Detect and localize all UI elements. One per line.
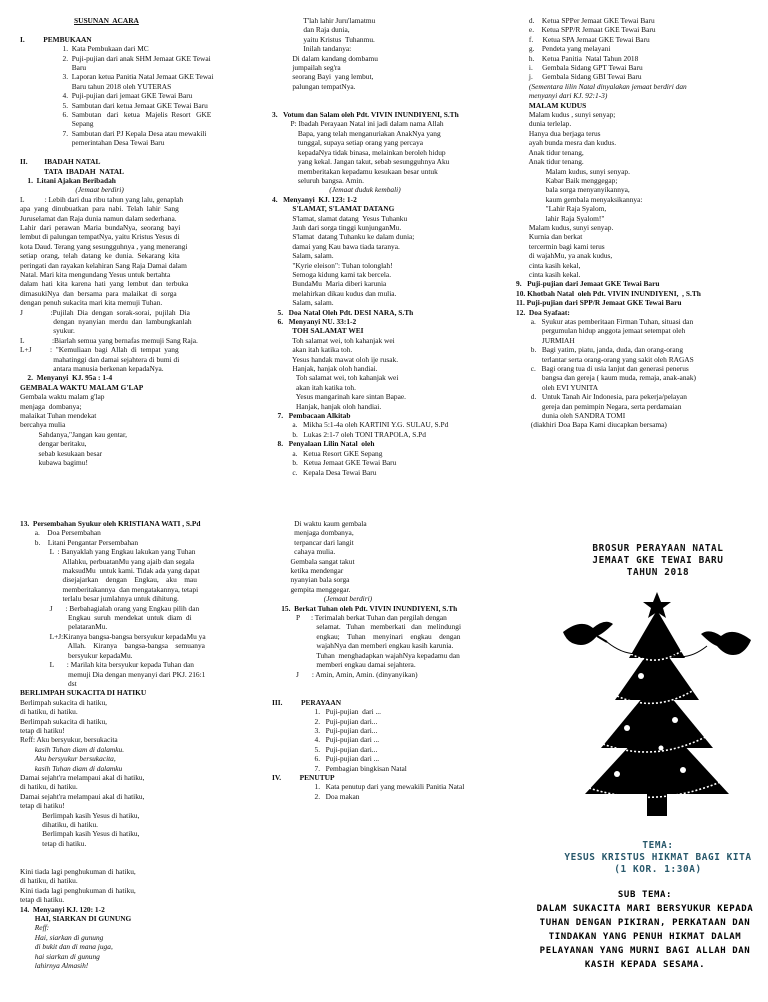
col2-top-line: 6. Menyanyi NU. 33:1-2 [272, 317, 357, 326]
col2-top-line [272, 91, 512, 100]
col3-top-line: Hanya dua berjaga terus [516, 128, 601, 138]
col2-top-line: Salam, salam. [272, 251, 334, 261]
col2-top-line: S'lamat datang Tuhanku ke dalam dunia; [272, 232, 415, 242]
col1-bot-line: Kini tiada lagi penghukuman di hatiku, [20, 885, 136, 895]
col1-bot-line: di bukit dan di mana juga, [20, 942, 113, 952]
col1-bot-line: Allah. Kiranya bangsa-bangsa semuanya [20, 641, 205, 651]
col2-bot-line [272, 688, 512, 697]
col2-bot-line: Gembala sangat takut [272, 556, 355, 566]
col1-bot-line: Engkau suruh mendekat untuk diam di [20, 613, 192, 623]
col2-top-line: P: Ibadah Perayaan Natal ini jadi dalam nama Allah [272, 119, 444, 129]
col2-top-line: melahirkan dikau kudus dan mulia. [272, 288, 397, 298]
col2-bot-line: Tuhan menghadapkan wajahNya kepadamu dan [272, 650, 460, 660]
col2-top-line: b. Ketua Jemaat GKE Tewai Baru [272, 458, 397, 468]
tema-label: TEMA: [642, 840, 674, 851]
col1-top-line: Juruselamat dan Raja dunia namun dalam sederhana. [20, 213, 177, 223]
col2-bot-line: 15. Berkat Tuhan oleh Pdt. VIVIN INUNDIYENI, S.Th [272, 603, 458, 613]
col3-top-line: terlantar serta orang-orang yang sakit oleh RAGAS [516, 354, 694, 364]
col2-top-line: akan itah katika toh. [272, 345, 353, 355]
col2-top-line: (Jemaat duduk kembali) [272, 185, 401, 195]
col1-top-line: 2. Puji-pujian dari anak SHM Jemaat GKE Tewai [20, 53, 211, 63]
col2-bot-line: menjaga dombanya, [272, 528, 354, 538]
col2-top-line: 7. Pembacaan Alkitab [272, 411, 351, 421]
col1-bot-line: bersyukur kepadaMu. [20, 650, 133, 660]
col1-bot-line: 14. Menyanyi KJ. 120: 1-2 [20, 904, 105, 914]
col1-bot-line: Reff: [20, 923, 50, 933]
col1-bot-line: lahirnya Almasih! [20, 961, 89, 971]
col2-top-line: seluruh bangsa. Amin. [272, 175, 364, 185]
col2-bot-line: (Jemaat berdiri) [272, 594, 373, 604]
col2-top-line: tunggal, supaya setiap orang yang percaya [272, 138, 424, 148]
col2-top-line: yaitu Kristus Tuhanmu. [272, 34, 375, 44]
col1-top-line: sebab kesukaan besar [20, 448, 103, 458]
col2-bot-line: gempita menggegar. [272, 584, 351, 594]
col2-top-line: Jauh dari sorga tinggi kunjunganMu. [272, 222, 402, 232]
col3-top-panel [516, 16, 756, 430]
col2-top-line: palungan tempatNya. [272, 81, 356, 91]
col3-top-line: bangsa dan gereja ( kaum muda, remaja, anak-anak) [516, 373, 696, 383]
col2-bot-line: 2. Doa makan [272, 791, 360, 801]
col3-top-line: 11. Puji-pujian dari SPP/R Jemaat GKE Tewai Baru [516, 298, 682, 308]
col2-bot-line: IV. PENUTUP [272, 772, 335, 782]
col3-top-line: 10. Khotbah Natal oleh Pdt. VIVIN INUNDIYENI, , S.Th [516, 288, 701, 298]
col2-top-line: a. Ketua Resort GKE Sepang [272, 448, 383, 458]
col1-top-line: 7. Sambutan dari PJ Kepala Desa atau mewakili [20, 128, 207, 138]
col3-top-line: lahir Raja Syalom!" [516, 213, 605, 223]
col1-top-line: 4. Puji-pujian dari jemaat GKE Tewai Baru [20, 91, 193, 101]
col3-top-line: Kurnia dan berkat [516, 232, 583, 242]
col2-top-line: S'lamat, slamat datang Yesus Tuhanku [272, 213, 408, 223]
col3-top-line: dunia oleh SANDRA TOMI [516, 411, 626, 421]
col2-top-line [272, 101, 512, 110]
col2-top-line: c. Kepala Desa Tewai Baru [272, 467, 377, 477]
col1-top-line: Baru tahun 2018 oleh YUTERAS [20, 81, 172, 91]
col2-bot-line: 4. Puji-pujian dari ... [272, 735, 380, 745]
col1-top-line: J :Pujilah Dia dengan sorak-sorai, pujilah Dia [20, 307, 190, 317]
col1-top-line: Sepang [20, 119, 94, 129]
col1-top-line: kubawa bagimu! [20, 458, 88, 468]
col2-top-line: Semoga kidung kami tak bercela. [272, 269, 392, 279]
cover-subtema [522, 888, 768, 972]
col2-top-line: akan itah katika toh. [272, 382, 356, 392]
col2-top-line: S'LAMAT, S'LAMAT DATANG [272, 204, 395, 214]
col1-top-line: dalam hati kita karena hati yang lembut dan terbuka [20, 279, 189, 289]
christmas-tree-with-doves-icon [557, 588, 757, 828]
col1-top-line [20, 148, 256, 157]
subtema-line-2: TUHAN DENGAN PIKIRAN, PERKATAAN DAN [539, 918, 751, 928]
col1-bot-line: kasih Tuhan diam di dalamku. [20, 744, 125, 754]
col1-top-line: Sahdanya,"Jangan kau gentar, [20, 429, 127, 439]
col3-top-line: pergumulan hidup anggota jemaat setempat oleh [516, 326, 686, 336]
col1-top-line: L+J : "Kemuliaan bagi Allah di tempat yang [20, 345, 179, 355]
col2-top-line: Hanjak, hanjak oloh handiai. [272, 364, 378, 374]
col1-bot-line: Reff: Aku bersyukur, bersukacita [20, 735, 118, 745]
col3-top-line: h. Ketua Panitia Natal Tahun 2018 [516, 53, 639, 63]
col1-bot-line: J : Berbahagialah orang yang Engkau pilih dan [20, 603, 200, 613]
col1-bot-line [20, 858, 270, 867]
col1-bot-line: disejajarkan dengan Engkau, aku mau [20, 575, 197, 585]
col3-top-line: bala sorga menyanyikannya, [516, 185, 630, 195]
subtema-label: SUB TEMA: [617, 890, 673, 900]
col1-top-line: lembut di palungan tempatNya, yaitu Kristus Yesus di [20, 232, 180, 242]
col2-bot-line: 3. Puji-pujian dari... [272, 725, 378, 735]
subtema-line-3: TINDAKAN YANG PENUH HIKMAT DALAM [548, 932, 742, 942]
col1-top-line: bercahya mulia [20, 420, 66, 430]
col1-bot-line: pelataranMu. [20, 622, 108, 632]
col1-top-line: L : Lebih dari dua ribu tahun yang lalu, genaplah [20, 194, 184, 204]
col1-top-line: dengar beritaku, [20, 439, 87, 449]
col2-bot-line: 6. Puji-pujian dari ... [272, 754, 380, 764]
col1-top-line: (Jemaat berdiri) [20, 185, 124, 195]
col3-top-line: ayah bunda mesra dan kudus. [516, 138, 617, 148]
col2-bot-line: terpancar dari langit [272, 537, 354, 547]
subtema-line-1: DALAM SUKACITA MARI BERSYUKUR KEPADA [536, 904, 754, 914]
col2-bot-line: 1. Kata penutup dari yang mewakili Panitia Natal [272, 782, 465, 792]
col2-top-line: Bapa, yang telah menganuriakan AnakNya yang [272, 128, 441, 138]
col2-bot-line: 2. Puji-pujian dari... [272, 716, 378, 726]
col1-bot-line: dihatiku, di hatiku. [20, 820, 99, 829]
col1-bot-line: di hatiku, di hatiku. [20, 782, 78, 792]
col3-top-line: d. Ketua SPPer Jemaat GKE Tewai Baru [516, 16, 655, 25]
col1-top-line: Baru [20, 63, 87, 73]
col3-top-line: 12. Doa Syafaat: [516, 307, 570, 317]
subtema-line-4: PELAYANAN YANG MURNI BAGI ALLAH DAN [539, 946, 751, 956]
col1-bot-line: Damai sejaht'ra melampaui akal di hatiku, [20, 791, 145, 801]
cover-title [548, 543, 768, 579]
col1-bot-line: Allahku, perbuatanMu yang ajaib dan segala [20, 556, 195, 566]
col1-bot-line: 13. Persembahan Syukur oleh KRISTIANA WATI , S.Pd [20, 519, 201, 528]
col2-top-line: Toh salamat wei, toh kahanjak wei [272, 335, 395, 345]
col1-bot-line: tetap di hatiku! [20, 725, 65, 735]
col3-top-line: d. Untuk Tanah Air Indonesia, para pekerja/pelayan [516, 392, 687, 402]
col3-top-line: cinta kasih kekal, [516, 260, 581, 270]
col1-bot-line: HAI, SIARKAN DI GUNUNG [20, 914, 132, 924]
col1-bot-line: di hatiku, di hatiku. [20, 707, 78, 717]
col2-bot-line: ketika mendengar [272, 566, 344, 576]
col2-top-line: 8. Penyalaan Lilin Natal oleh [272, 439, 375, 449]
col1-top-line: mahatinggi dan damai sejahtera di bumi di [20, 354, 180, 364]
col3-top-line: Kabar Baik menggegap; [516, 175, 618, 185]
col2-bot-line: 7. Pembagian bingkisan Natal [272, 763, 407, 773]
col1-top-line: 3. Laporan ketua Panitia Natal Jemaat GKE Tewai [20, 72, 214, 82]
col1-bot-line: Hai, siarkan di gunung [20, 932, 104, 942]
col1-top-line: I. PEMBUKAAN [20, 34, 92, 44]
col1-top-line: Lahir dari perawan Maria bundaNya, seorang bayi [20, 222, 181, 232]
col2-top-line: 4. Menyanyi KJ. 123: 1-2 [272, 194, 357, 204]
col3-top-line: Malam kudus , sunyi senyap; [516, 110, 616, 120]
col3-top-line: tercermin bagi kami terus [516, 241, 605, 251]
col3-top-line: (diakhiri Doa Bapa Kami diucapkan bersama) [516, 420, 667, 430]
col2-top-line: seorang Bayi yang lembut, [272, 72, 374, 82]
col2-bot-line: selamat. Tuhan memberkati dan melindungi [272, 622, 462, 632]
col2-top-line: kepadaNya tidak binasa, melainkan beroleh hidup [272, 147, 446, 157]
col1-top-line: apa yang dinubuatkan para nabi. Telah lahir Sang [20, 204, 179, 214]
col2-top-line: Yesus handak mawat oloh ije rusak. [272, 354, 399, 364]
col2-bot-line: 5. Puji-pujian dari... [272, 744, 378, 754]
col3-top-line: gereja dan pemimpin Negara, serta perdamaian [516, 401, 682, 411]
col1-top-line: II. IBADAH NATAL [20, 157, 101, 167]
col2-top-line: T'lah lahir Juru'lamatmu [272, 16, 376, 25]
col3-top-line: JURMIAH [516, 335, 575, 345]
col2-bot-line: P : Terimalah berkat Tuhan dan pergilah dengan [272, 613, 447, 623]
col1-top-line: GEMBALA WAKTU MALAM G'LAP [20, 382, 144, 392]
col1-top-line: setiap orang, telah datang ke dunia. Sekarang kita [20, 251, 180, 261]
col1-bot-line: BERLIMPAH SUKACITA DI HATIKU [20, 688, 147, 698]
col1-bot-line: Berlimpah sukacita di hatiku, [20, 697, 108, 707]
col3-top-line: f. Ketua SPA Jemaat GKE Tewai Baru [516, 34, 650, 44]
col3-top-line: cinta kasih kekal. [516, 269, 581, 279]
col1-top-line: SUSUNAN ACARA [74, 16, 139, 25]
col1-bot-line: dst [20, 678, 77, 688]
col3-top-line: menyanyi dari KJ. 92:1-3) [516, 91, 608, 101]
col1-bot-line: Damai sejaht'ra melampaui akal di hatiku, [20, 772, 145, 782]
col3-top-line: g. Pendeta yang melayani [516, 44, 611, 54]
col1-bot-line: a. Doa Persembahan [20, 528, 101, 538]
col2-top-line: Di dalam kandang dombamu [272, 53, 378, 63]
cover-title-line-2: JEMAAT GKE TEWAI BARU [592, 555, 724, 566]
col3-top-line: kaum gembala menyaksikannya: [516, 194, 643, 204]
col3-top-line: e. Ketua SPP/R Jemaat GKE Tewai Baru [516, 25, 656, 35]
col1-top-line: kota Daud. Terang yang sesungguhnya , yang menerangi [20, 241, 188, 251]
col1-top-line: 2. Menyanyi KJ. 95a : 1-4 [20, 373, 113, 383]
col2-bot-line: J : Amin, Amin, Amin. (dinyanyikan) [272, 669, 418, 679]
tema-text: YESUS KRISTUS HIKMAT BAGI KITA [564, 852, 752, 863]
col3-top-line: Malam kudus, sunyi senyap. [516, 222, 614, 232]
col2-top-line: TOH SALAMAT WEI [272, 326, 364, 336]
col2-top-line: BundaMu Maria diberi karunia [272, 279, 387, 289]
col1-top-line: Gembala waktu malam g'lap [20, 392, 105, 402]
col1-top-line: 5. Sambutan dari ketua Jemaat GKE Tewai Baru [20, 100, 208, 110]
col2-bot-line: nyanyian bala sorga [272, 575, 350, 585]
col2-top-line: damai yang Kau bawa tiada taranya. [272, 241, 400, 251]
col3-top-line: 9. Puji-pujian dari Jemaat GKE Tewai Baru [516, 279, 660, 289]
col3-top-line: Anak tidur tenang, [516, 147, 584, 157]
col3-top-line: c. Bagi orang tua di usia lanjut dan generasi penerus [516, 364, 689, 374]
col1-top-line: peringati dan rayakan kelahiran Sang Raja Damai dalam [20, 260, 187, 270]
col2-bot-line: wajahNya dan memberi engkau kasih karunia. [272, 641, 454, 651]
col1-bot-line: di hatiku, di hatiku. [20, 876, 78, 886]
col1-bot-line: kasih Tuhan diam di dalamku [20, 763, 123, 773]
cover-title-line-3: TAHUN 2018 [626, 567, 690, 578]
col2-top-line: Yesus mangarinah kare sintan Bapae. [272, 392, 407, 402]
col1-top-line: malaikat Tuhan mendekat [20, 411, 97, 421]
col3-top-line: i. Gembala Sidang GPT Tewai Baru [516, 63, 643, 73]
col2-top-line: Salam, salam. [272, 298, 334, 308]
col1-top-panel [20, 16, 256, 468]
col1-bot-line: L+J:Kiranya bangsa-bangsa bersyukur kepadaMu ya [20, 631, 206, 641]
col1-top-line: pemerintahan Desa Tewai Baru [20, 138, 165, 148]
col2-bot-line: Di waktu kaum gembala [272, 519, 367, 528]
col1-top-line [20, 25, 256, 34]
col1-bot-line: L : Marilah kita bersyukur kepada Tuhan dan [20, 660, 194, 670]
col2-top-line: a. Mikha 5:1-4a oleh KARTINI Y.G. SULAU, S.Pd [272, 420, 449, 430]
col1-top-line: 6. Sambutan dari ketua Majelis Resort GKE [20, 110, 212, 120]
col3-top-line: j. Gembala Sidang GBI Tewai Baru [516, 72, 642, 82]
subtema-line-5: KASIH KEPADA SESAMA. [584, 960, 706, 970]
col3-top-line: Malam kudus, sunyi senyap. [516, 166, 630, 176]
col1-bot-line: Berlimpah kasih Yesus di hatiku, [20, 829, 140, 839]
col1-bot-line: memuji Dia dengan menyanyi dari PKJ. 216:1 [20, 669, 206, 679]
col2-top-line: 5. Doa Natal Oleh Pdt. DESI NARA, S.Th [272, 307, 414, 317]
col1-bot-line: Aku bersyukur bersukacita, [20, 754, 116, 764]
col1-top-line: L :Biarlah semua yang bernafas memuji Sang Raja. [20, 335, 198, 345]
cover-tema [548, 840, 768, 876]
col2-top-line: "Kyrie eleison": Tuhan tolonglah! [272, 260, 393, 270]
col2-top-line: Toh salamat wei, toh kahanjak wei [272, 373, 399, 383]
cover-title-line-1: BROSUR PERAYAAN NATAL [592, 543, 724, 554]
col2-bot-line: cahaya mulia. [272, 547, 336, 557]
col1-top-line: antara manusia berkenan kepadaNya. [20, 364, 164, 374]
col1-top-line: 1. Kata Pembukaan dari MC [20, 44, 149, 54]
col3-top-line: a. Syukur atas pemberitaan Firman Tuhan, situasi dan [516, 317, 694, 326]
col3-top-line: dunia terlelap. [516, 119, 572, 129]
col2-bot-line: engkau; Tuhan menyinari engkau dengan [272, 631, 461, 641]
col2-top-line: 3. Votum dan Salam oleh Pdt. VIVIN INUNDIYENI, S.Th [272, 110, 459, 120]
col2-top-line: yang kekal. Jangan takut, sebab sesungguhnya Aku [272, 157, 450, 167]
col1-bot-line: tetap di hatiku. [20, 895, 65, 905]
col2-bot-line: memberi engkau damai sejahtera. [272, 660, 416, 670]
col1-bot-line: L : Banyaklah yang Engkau lakukan yang Tuhan [20, 547, 196, 557]
col3-top-line: oleh EVI YUNITA [516, 382, 599, 392]
col1-bot-line: maksudMu untuk kami. Tidak ada yang dapat [20, 566, 200, 576]
col2-bot-line [272, 679, 512, 688]
col1-top-line: syukur. [20, 326, 75, 336]
col1-top-line: 1. Litani Ajakan Beribadah [20, 175, 116, 185]
col1-bot-line: Berlimpah sukacita di hatiku, [20, 716, 108, 726]
col3-top-line: MALAM KUDUS [516, 100, 587, 110]
col3-top-line: di wajahMu, ya anak kudus, [516, 251, 613, 261]
col2-top-line: Inilah tandanya: [272, 44, 352, 54]
col3-top-line: "Lahir Raja Syalom, [516, 204, 607, 214]
col3-top-line: b. Bagi yatim, piatu, janda, duda, dan orang-orang [516, 345, 684, 355]
col1-bot-line: Berlimpah kasih Yesus di hatiku, [20, 810, 140, 820]
col2-top-line: dan Raja dunia, [272, 25, 350, 35]
col1-top-line: dimasukiNya dan bersama para malaikat di sorga [20, 288, 177, 298]
col1-bot-line: b. Litani Pengantar Persembahan [20, 537, 139, 547]
col1-top-line: TATA IBADAH NATAL [20, 166, 125, 176]
col1-top-line: dengan penuh sukacita mari kita memuji Tuhan. [20, 298, 163, 308]
col2-top-panel [272, 16, 512, 477]
col2-top-line: Hanjak, hanjak oloh handiai. [272, 401, 382, 411]
tema-reference: (1 KOR. 1:30A) [614, 864, 702, 875]
col1-bot-line: memberitakannya dan mengatakannya, tetapi [20, 584, 199, 594]
col1-top-line: dengan nyanyian merdu dan lambungkanlah [20, 317, 192, 326]
col3-top-line: Anak tidur tenang. [516, 157, 584, 167]
col1-bot-line: tetap di hatiku! [20, 801, 65, 811]
col2-bot-line: 1. Puji-pujian dari ... [272, 707, 382, 717]
col1-bot-line: hai siarkan di gunung [20, 951, 100, 961]
col2-top-line: jumpailah seg'ra [272, 63, 341, 73]
col1-top-line: Natal. Mari kita mengundang Yesus untuk bertahta [20, 269, 171, 279]
col1-bot-line: Kini tiada lagi penghukuman di hatiku, [20, 867, 136, 877]
col2-bottom-panel [272, 519, 512, 801]
col1-bottom-panel [20, 519, 270, 971]
col2-bot-line: III. PERAYAAN [272, 697, 342, 707]
col3-top-line: (Sementara lilin Natal dinyalakan jemaat berdiri dan [516, 81, 687, 91]
col1-top-line: menjaga dombanya; [20, 401, 82, 411]
col2-top-line: memberitakan kepadamu kesukaan besar untuk [272, 166, 438, 176]
col1-bot-line: terlalu besar jumlahnya untuk dihitung. [20, 594, 179, 604]
col2-top-line: b. Lukas 2:1-7 oleh TONI TRAPOLA, S.Pd [272, 429, 426, 439]
col1-bot-line: tetap di hatiku. [20, 838, 87, 848]
col1-bot-line [20, 848, 270, 857]
